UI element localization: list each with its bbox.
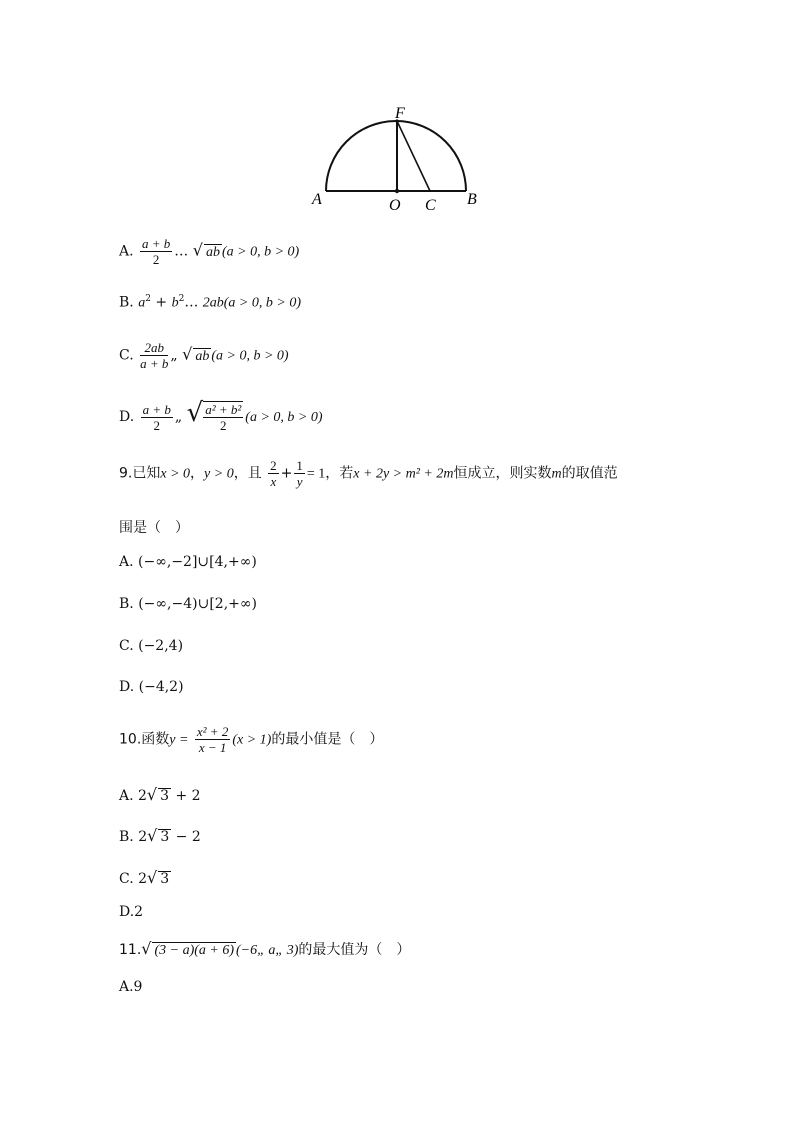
fraction-denominator: x bbox=[270, 474, 277, 489]
option-prefix: A. 2 bbox=[119, 788, 147, 804]
plus-sign: + bbox=[150, 294, 172, 311]
q8-option-c bbox=[119, 340, 289, 371]
q8-option-d bbox=[119, 398, 323, 433]
fraction-numerator: a² + b² bbox=[205, 402, 242, 417]
radicand: 3 bbox=[160, 871, 170, 887]
separator: ， bbox=[190, 465, 205, 482]
label-B: B bbox=[467, 191, 477, 208]
fraction-2-over-x bbox=[268, 458, 279, 489]
radical-sign: √ bbox=[141, 939, 152, 958]
radicand: (3 − a)(a + 6) bbox=[154, 943, 235, 958]
segment-FC bbox=[397, 121, 430, 191]
option-prefix: C. 2 bbox=[119, 871, 148, 887]
fraction bbox=[141, 402, 173, 433]
q9-stem bbox=[119, 458, 618, 489]
radicand: 3 bbox=[160, 788, 170, 804]
fraction-denominator: x − 1 bbox=[198, 740, 227, 755]
condition: (a > 0, b > 0) bbox=[211, 348, 289, 364]
q10-option-c bbox=[119, 868, 171, 887]
fraction bbox=[195, 724, 230, 755]
q8-option-a bbox=[119, 236, 299, 267]
q9-stem-line2: 围是（ ） bbox=[119, 520, 189, 536]
q9-number: 9.已知 bbox=[119, 465, 161, 482]
label-O: O bbox=[389, 197, 401, 214]
tail-text: 的最小值是（ ） bbox=[271, 731, 384, 748]
point-O bbox=[395, 189, 399, 193]
var-m: m bbox=[551, 466, 562, 482]
relation-symbol: … bbox=[184, 294, 203, 311]
label-A: A bbox=[312, 191, 322, 208]
condition: (a > 0, b > 0) bbox=[245, 410, 323, 425]
label-C: C bbox=[425, 197, 436, 214]
option-label: D. bbox=[119, 409, 135, 425]
label-F: F bbox=[395, 105, 405, 122]
relation-symbol: … bbox=[174, 243, 189, 260]
option-suffix: − 2 bbox=[171, 829, 201, 845]
fraction-denominator: 2 bbox=[153, 417, 161, 433]
radical-sign: √ bbox=[186, 398, 204, 428]
cond-y: y > 0 bbox=[204, 466, 234, 482]
fraction bbox=[140, 236, 172, 267]
y-equals: y = bbox=[169, 732, 189, 748]
fraction-denominator: y bbox=[296, 474, 303, 489]
fraction-denominator: 2 bbox=[220, 418, 227, 433]
fraction-numerator: a + b bbox=[142, 401, 171, 417]
tail-text-2: 的取值范 bbox=[561, 465, 618, 482]
condition: (x > 1) bbox=[232, 732, 272, 748]
radical-sign: √ bbox=[182, 344, 193, 364]
term-b: b bbox=[171, 295, 179, 311]
if-text: ，若 bbox=[325, 465, 354, 482]
condition: (−6„ a„ 3) bbox=[236, 943, 299, 958]
equals-one: = 1 bbox=[306, 466, 326, 482]
semicircle-figure bbox=[300, 100, 500, 215]
option-label: A. bbox=[119, 243, 134, 260]
exponent: 2 bbox=[178, 294, 185, 304]
option-label: B. bbox=[119, 294, 134, 311]
fraction bbox=[140, 340, 168, 371]
radicand-fraction bbox=[203, 401, 243, 433]
q10-number: 10.函数 bbox=[119, 731, 170, 748]
fraction-numerator: 2 bbox=[270, 458, 277, 473]
radical-sign: √ bbox=[192, 240, 203, 260]
radicand: ab bbox=[205, 244, 220, 260]
exponent: 2 bbox=[145, 294, 151, 304]
q10-option-d: D.2 bbox=[119, 904, 144, 920]
rhs: 2ab bbox=[202, 295, 224, 311]
tail-text: 的最大值为（ ） bbox=[298, 942, 411, 958]
q8-option-b bbox=[119, 294, 301, 312]
condition: (a > 0, b > 0) bbox=[223, 295, 301, 311]
condition: (a > 0, b > 0) bbox=[221, 244, 300, 260]
fraction-numerator: 1 bbox=[296, 458, 303, 473]
option-label: C. bbox=[119, 347, 134, 364]
radicand: 3 bbox=[160, 829, 170, 845]
relation-symbol: „ bbox=[170, 347, 178, 364]
tail-text: 恒成立，则实数 bbox=[453, 465, 552, 482]
radical-sign: √ bbox=[146, 785, 158, 804]
relation-symbol: „ bbox=[174, 409, 183, 425]
radicand: ab bbox=[195, 348, 210, 364]
q11-option-a: A.9 bbox=[119, 979, 143, 995]
term-a: a bbox=[138, 295, 146, 311]
radical-sign: √ bbox=[147, 826, 158, 845]
fraction-numerator: a + b bbox=[142, 236, 171, 251]
q11-number: 11. bbox=[119, 942, 142, 958]
option-prefix: B. 2 bbox=[119, 829, 148, 845]
fraction-numerator: 2ab bbox=[140, 340, 168, 356]
q9-option-b: B. (−∞,−4)∪[2,+∞) bbox=[119, 596, 257, 612]
q10-option-b bbox=[119, 826, 201, 845]
plus-sign: + bbox=[280, 465, 293, 482]
q10-option-a bbox=[119, 785, 201, 804]
q9-option-a: A. (−∞,−2]∪[4,+∞) bbox=[119, 554, 257, 570]
fraction-numerator: x² + 2 bbox=[196, 724, 229, 739]
option-suffix: + 2 bbox=[171, 788, 201, 804]
fraction-1-over-y bbox=[294, 458, 305, 489]
q9-option-c: C. (−2,4) bbox=[119, 638, 184, 654]
cond-x: x > 0 bbox=[160, 466, 191, 482]
q10-stem bbox=[119, 724, 383, 755]
and-text: ，且 bbox=[233, 465, 262, 482]
q11-stem bbox=[119, 939, 410, 959]
inequality: x + 2y > m² + 2m bbox=[353, 466, 454, 482]
fraction-denominator: a + b bbox=[140, 356, 169, 371]
fraction-denominator: 2 bbox=[152, 252, 160, 267]
radical-sign: √ bbox=[147, 868, 158, 887]
q9-option-d: D. (−4,2) bbox=[119, 679, 184, 695]
